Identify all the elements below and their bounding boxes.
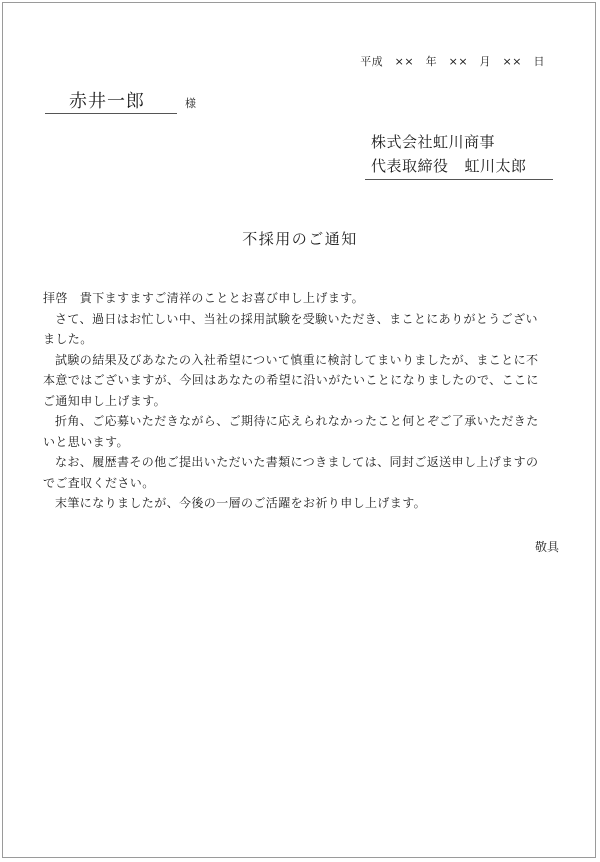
- sender-company: 株式会社虹川商事: [371, 133, 496, 151]
- body-line: ご通知申し上げます。: [43, 393, 167, 408]
- letter-page: [2, 2, 596, 858]
- letter-body: [43, 288, 567, 514]
- sender-block: [365, 129, 553, 180]
- recipient-name: 赤井一郎: [69, 91, 145, 112]
- body-line: 折角、ご応募いただきながら、ご期待に応えられなかったこと何とぞご了承いただきた: [55, 414, 539, 428]
- body-line-text: 貴下ますますご清祥のこととお喜び申し上げます。: [79, 291, 365, 305]
- body-line: [43, 288, 567, 309]
- salutation: 拝啓: [43, 291, 68, 305]
- sender-title: 代表取締役: [371, 157, 449, 175]
- recipient-honorific: 様: [185, 97, 196, 110]
- letter-closing: 敬具: [534, 540, 559, 554]
- letter-title: 不採用のご通知: [242, 230, 358, 248]
- letter-date: 平成 ×× 年 ×× 月 ×× 日: [360, 55, 545, 68]
- body-line: 試験の結果及びあなたの入社希望について慎重に検討してまいりましたが、まことに不: [55, 352, 539, 367]
- body-line: でご査収ください。: [43, 475, 155, 490]
- body-line: 本意ではございますが、今回はあなたの希望に沿いがたいことになりましたので、ここに: [43, 373, 539, 387]
- body-line: さて、過日はお忙しい中、当社の採用試験を受験いただき、まことにありがとうござい: [55, 311, 538, 326]
- sender-signature: [371, 155, 527, 176]
- body-line: 末筆になりましたが、今後の一層のご活躍をお祈り申し上げます。: [55, 496, 427, 510]
- sender-name: 虹川太郎: [464, 157, 527, 175]
- recipient-block: [45, 87, 177, 114]
- body-line: なお、履歴書その他ご提出いただいた書類につきましては、同封ご返送申し上げますの: [55, 455, 539, 469]
- body-line: ました。: [43, 332, 93, 346]
- body-line: いと思います。: [43, 434, 129, 449]
